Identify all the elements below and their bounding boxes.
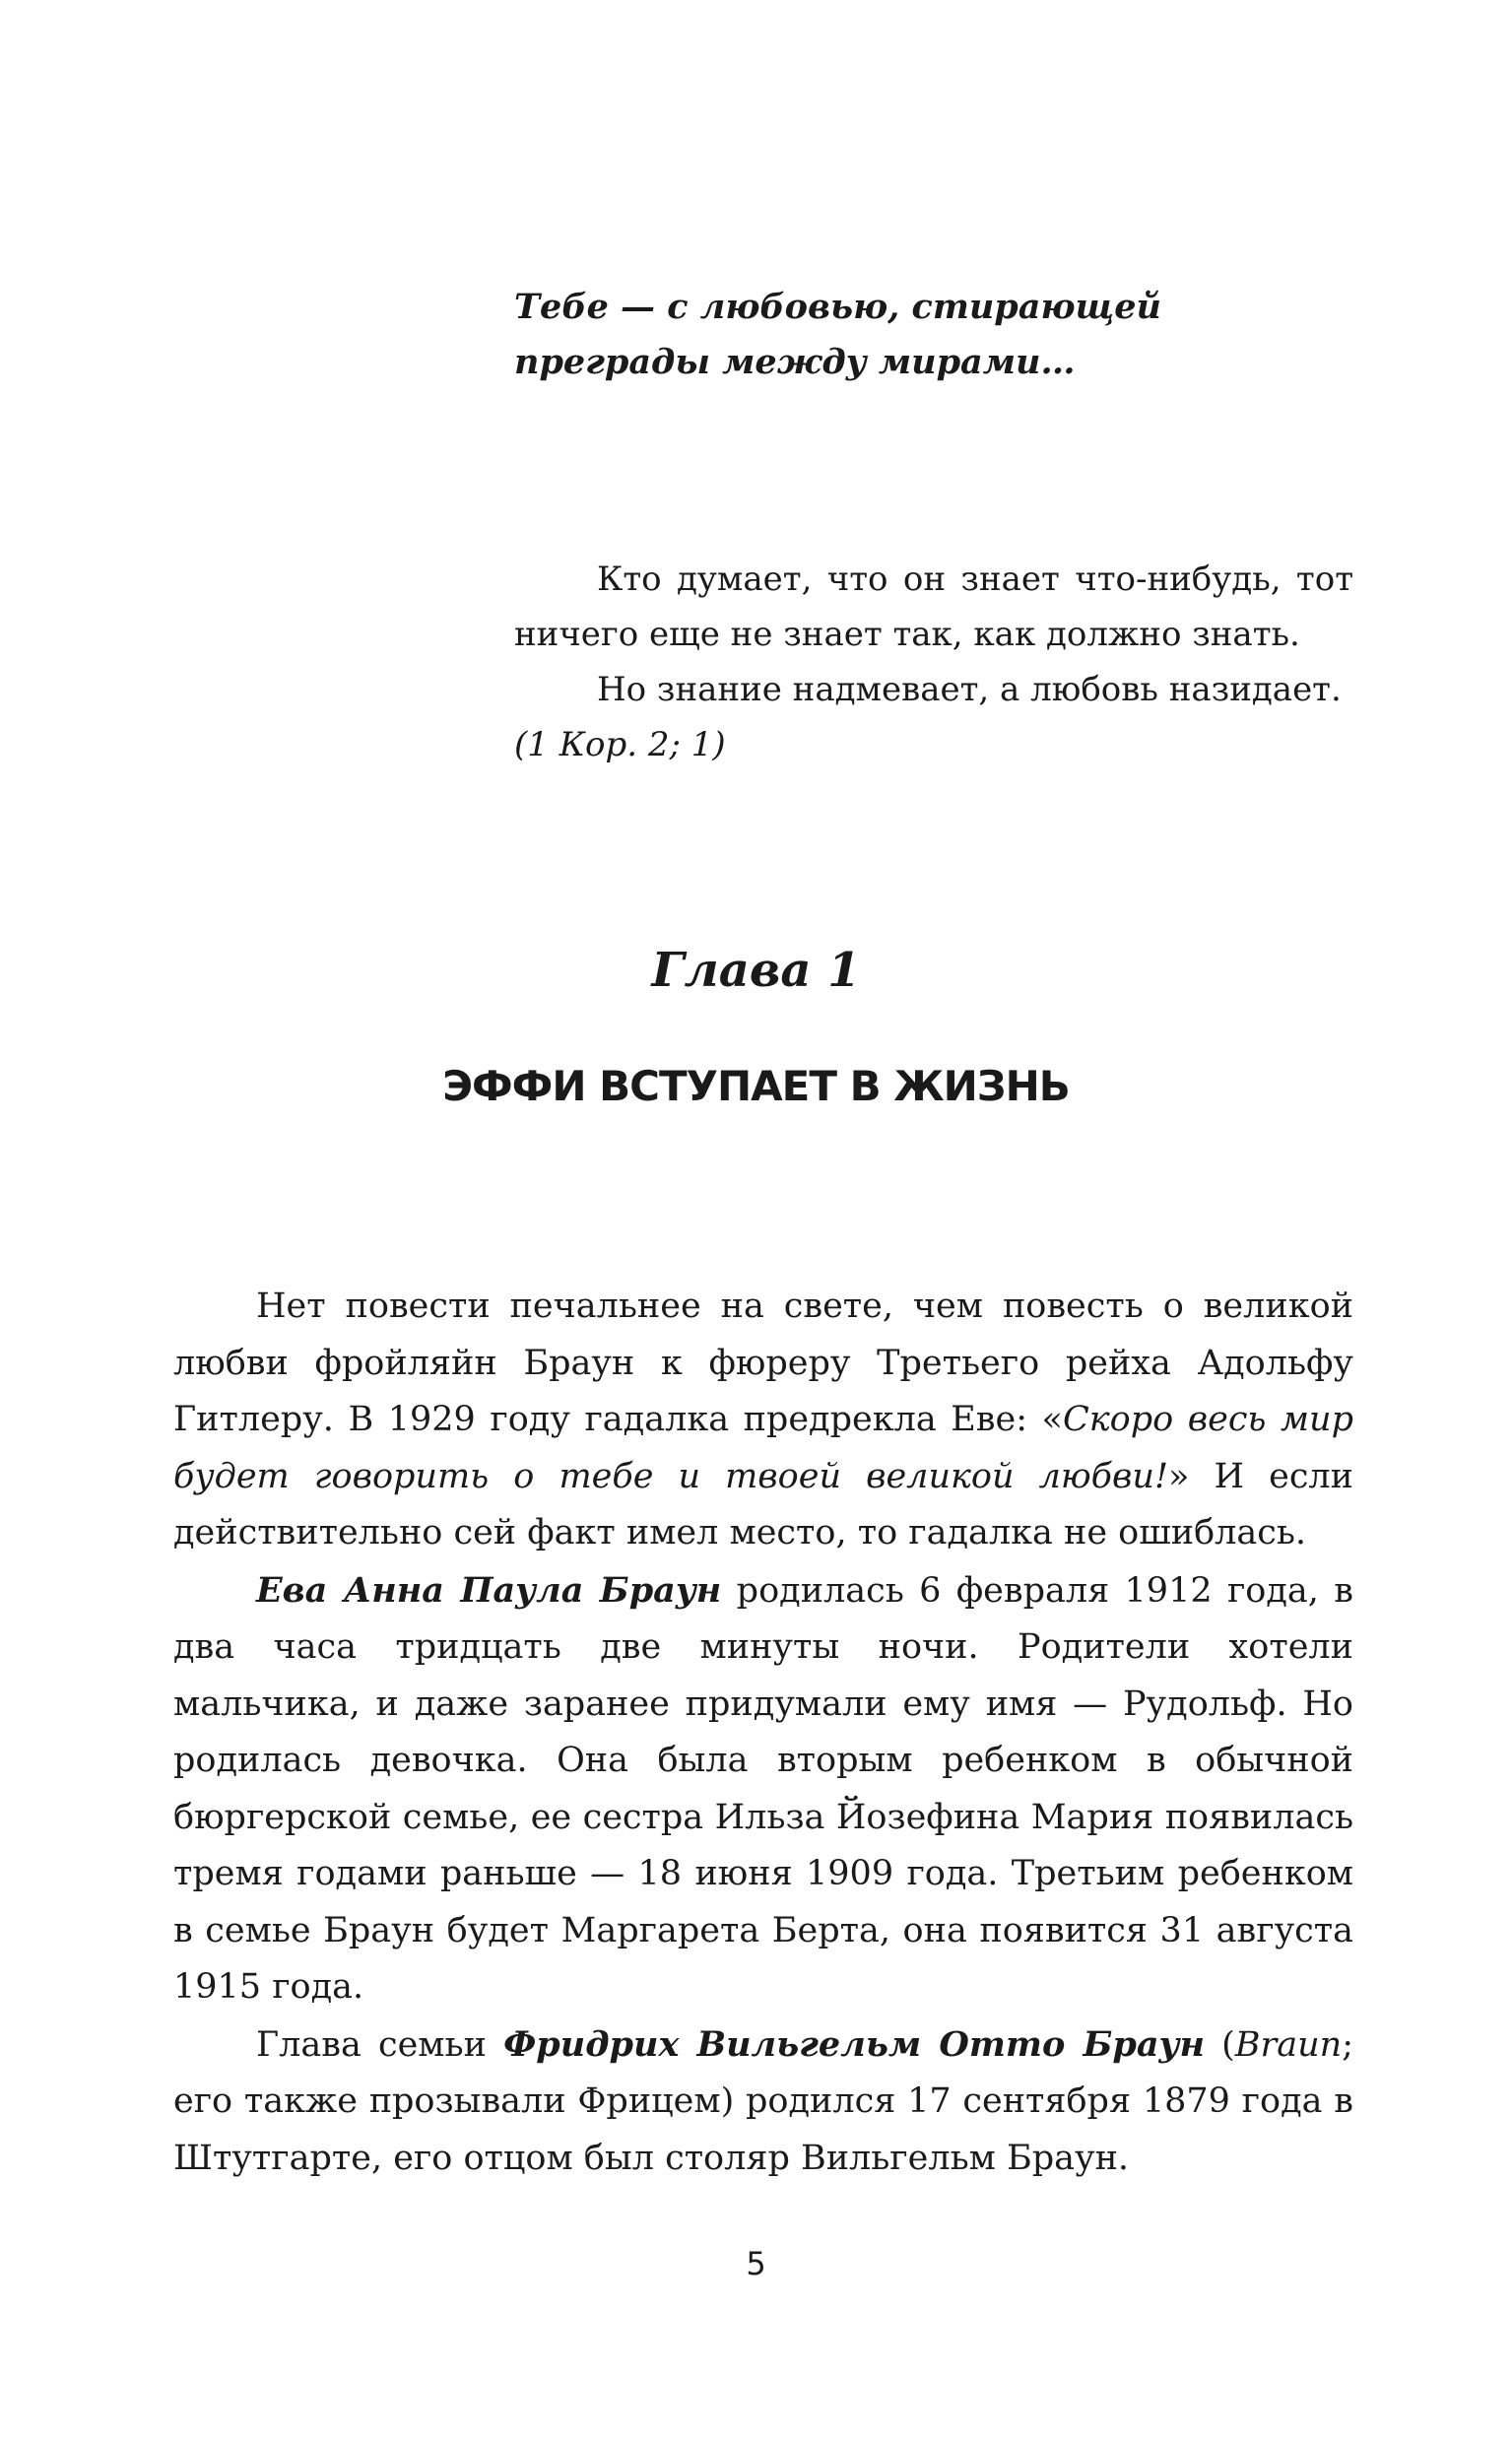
epigraph-line-2: Но знание надмевает, а любовь назидает. [597,670,1342,709]
chapter-title: ЭФФИ ВСТУПАЕТ В ЖИЗНЬ [442,1062,1070,1110]
paragraph-3-name: Фридрих Вильгельм Отто Браун [503,2023,1205,2065]
paragraph-1 [173,1279,1353,1562]
chapter-label: Глава 1 [651,943,861,998]
paragraph-3-latin: Braun [1234,2024,1343,2065]
paragraph-1-text-b: » И если действительно сей факт имел место, то гадалка не ошиблась. [173,1456,1353,1552]
paragraph-1-text-a: Нет повести печальнее на свете, чем повесть о великой любви фройляйн Браун к фюреру Третьего рейха Адольфу Гитлеру. В 1929 году гадалка предрекла Еве: « [173,1287,1353,1439]
dedication: Тебе — с любовью, стирающей преграды между мирами… [514,287,1161,382]
paragraph-2-name: Ева Анна Паула Браун [256,1569,722,1611]
epigraph [514,552,1353,772]
body-text [173,1279,1353,2187]
epigraph-source: (1 Кор. 2; 1) [514,725,726,764]
page-number: 5 [746,2245,766,2282]
paragraph-3 [173,2016,1353,2188]
paragraph-3-text-c: ; его также прозывали Фрицем) родился 17 сентября 1879 года в Штутгарте, его отцом был столяр Вильгельм Браун. [173,2024,1353,2178]
paragraph-2 [173,1562,1353,2016]
paragraph-1-quote: Скоро весь мир будет говорить о тебе и твоей великой любви! [173,1400,1353,1496]
paragraph-3-text-a: Глава семьи [256,2024,504,2065]
epigraph-line-1: Кто думает, что он знает что-нибудь, тот ничего еще не знает так, как должно знать. [514,560,1353,654]
paragraph-2-text: родилась 6 февраля 1912 года, в два часа тридцать две минуты ночи. Родители хотели мальчика, и даже заранее придумали ему имя — Рудольф. Но родилась девочка. Она была вторым ребенком в обычной бюргерской семье, ее сестра Ильза Йозефина Мария появилась тремя годами раньше — 18 июня 1909 года. Третьим ребенком в семье Браун будет Маргарета Берта, она появится 31 августа 1915 года. [173,1570,1353,2007]
paragraph-3-text-b: ( [1205,2024,1235,2065]
